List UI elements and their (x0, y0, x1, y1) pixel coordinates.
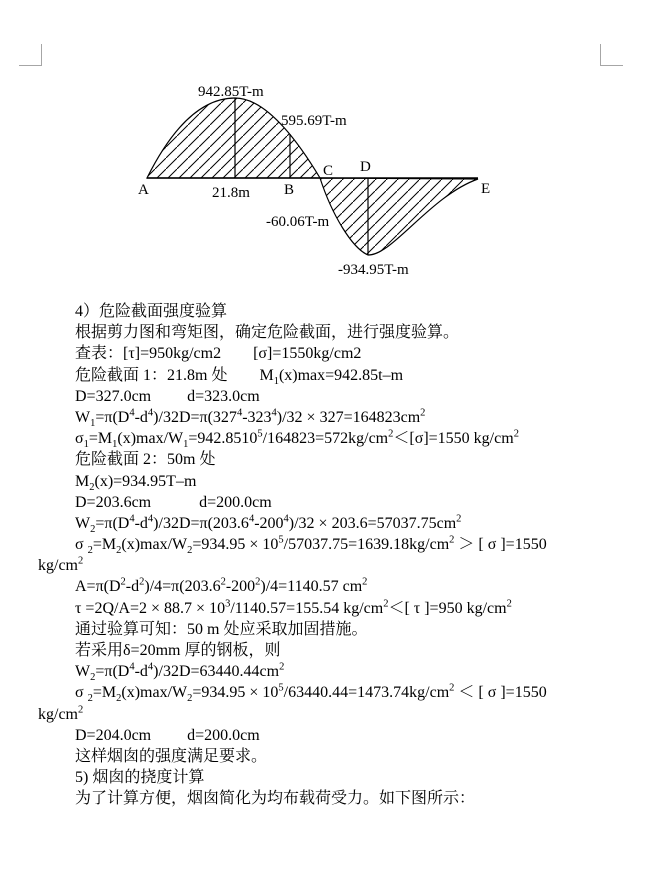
doc-line: $W_1=\pi(D^4-d^4)/32D=\pi(327^4-323^4)/32 \times 327=164823cm^2$ (75, 407, 426, 430)
moment-c-label: -60.06T-m (266, 214, 330, 230)
doc-line: D=203.6cm d=200.0cm (75, 493, 272, 511)
page-corner-mark-left (19, 44, 42, 66)
positive-moment-area (147, 98, 320, 178)
page-corner-mark-right (600, 44, 623, 66)
doc-line: $\sigma_1=M_1(x)\max/W_1=942.8510^5/164823=572kg/cm^2<[\sigma]=1550$ $kg/cm^2$ (75, 428, 519, 451)
doc-line: $A=\pi(D^2-d^2)/4=\pi(203.6^2-200^2)/4=1140.57$ $cm^2$ (75, 577, 368, 596)
point-d-label: D (360, 159, 371, 175)
doc-line: 危险截面 1：21.8m 处 $M_1(x)\max=942.85t-m$ (75, 366, 404, 387)
doc-line: $W_2=\pi(D^4-d^4)/32D=\pi(203.6^4-200^4)/32 \times 203.6=57037.75cm^2$ (75, 513, 462, 536)
document-body (38, 301, 618, 810)
point-b-label: B (284, 182, 295, 198)
span-length-label: 21.8m (212, 185, 250, 201)
doc-line: 这样烟囱的强度满足要求。 (75, 747, 268, 765)
doc-line: $kg/cm^2$ (38, 555, 84, 575)
bending-moment-diagram (100, 70, 520, 290)
doc-line: σ $_2=M_2(x)\max/W_2=934.95 \times 10^5/63440.44=1473.74kg/cm^2$ ＜ [ σ ]=1550 (75, 683, 547, 705)
doc-line: 5) 烟囱的挠度计算 (75, 769, 205, 787)
negative-moment-area (320, 178, 478, 255)
point-e-label: E (481, 181, 491, 197)
doc-line: D=204.0cm d=200.0cm (75, 726, 260, 744)
doc-line: σ $_2=M_2(x)\max/W_2=934.95 \times 10^5/57037.75=1639.18kg/cm^2$ ＞ [ σ ]=1550 (75, 534, 547, 557)
point-a-label: A (138, 182, 149, 198)
doc-line: $\tau =2Q/A=2 \times 88.7 \times 10^3/1140.57=155.54$ $kg/cm^2<$[ τ ]=950 $kg/cm^2$ (75, 598, 512, 617)
moment-diagram-svg (100, 70, 520, 290)
doc-line: D=327.0cm d=323.0cm (75, 387, 260, 405)
doc-line: $kg/cm^2$ (38, 704, 84, 723)
doc-line: 为了计算方便，烟囱简化为均布载荷受力。如下图所示： (75, 790, 476, 808)
moment-peak-label: 942.85T-m (198, 84, 264, 100)
point-c-label: C (323, 163, 334, 179)
doc-line: 查表：[τ]=950kg/cm2 [σ]=1550kg/cm2 (75, 345, 362, 363)
doc-line: 危险截面 2：50m 处 (75, 451, 216, 469)
doc-line: $W_2=\pi(D^4-d^4)/32D=63440.44cm^2$ (75, 661, 285, 684)
moment-b-label: 595.69T-m (281, 113, 347, 129)
doc-line: 若采用δ=20mm 厚的钢板，则 (75, 642, 281, 659)
moment-d-label: -934.95T-m (338, 262, 409, 278)
doc-line: 根据剪力图和弯矩图，确定危险截面，进行强度验算。 (75, 324, 460, 342)
doc-line: 通过验算可知：50 m 处应采取加固措施。 (75, 620, 368, 638)
doc-line: 4）危险截面强度验算 (75, 303, 228, 320)
doc-line: $M_2(x)=934.95T-m$ (75, 472, 197, 493)
